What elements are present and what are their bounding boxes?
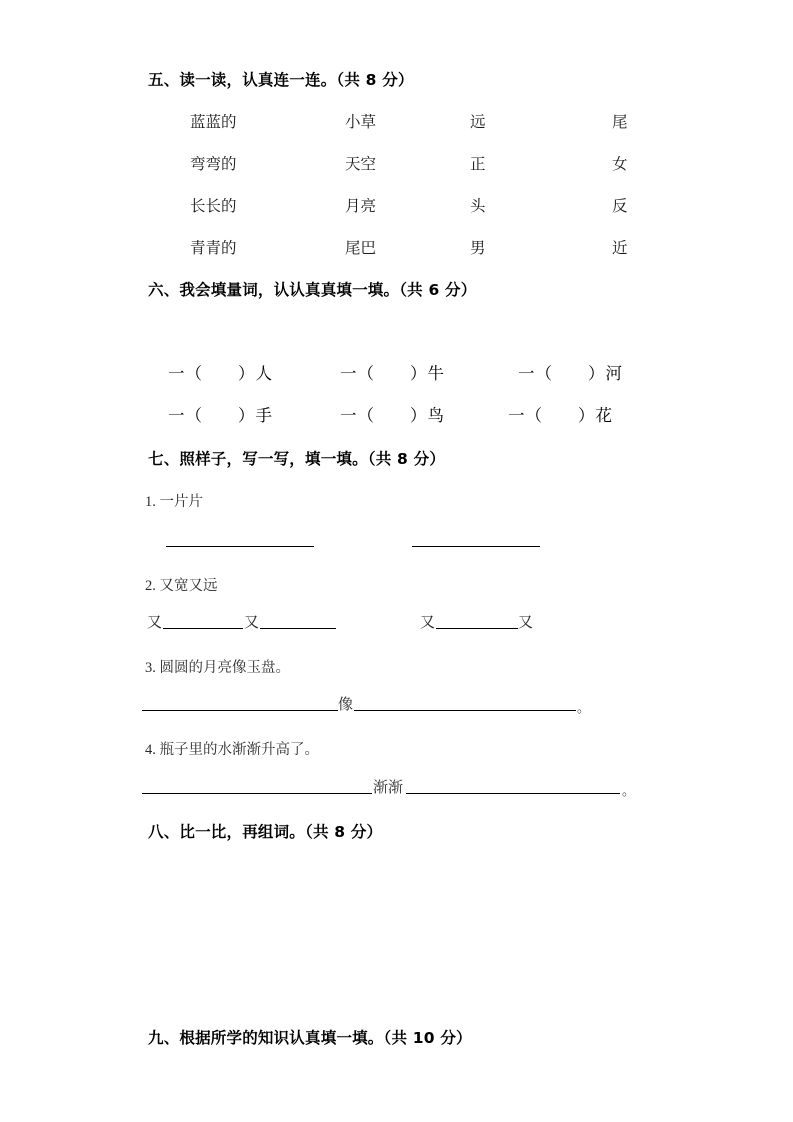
match-cell-noun[interactable]: 月亮 bbox=[345, 198, 377, 215]
match-cell-char-right[interactable]: 近 bbox=[612, 240, 628, 257]
match-cell-char-left[interactable]: 头 bbox=[470, 198, 486, 215]
question-item-2 bbox=[145, 574, 218, 595]
question-item-1 bbox=[145, 490, 203, 511]
match-cell-char-right[interactable]: 尾 bbox=[612, 114, 628, 131]
measure-word-row bbox=[0, 360, 793, 386]
match-cell-char-left[interactable]: 男 bbox=[470, 240, 486, 257]
measure-word-blank[interactable]: 一（ ）鸟 bbox=[340, 406, 445, 425]
match-row bbox=[0, 110, 793, 134]
match-row bbox=[0, 236, 793, 260]
match-cell-noun[interactable]: 小草 bbox=[345, 114, 377, 131]
answer-blank[interactable] bbox=[260, 628, 336, 629]
section-heading-seven: 七、照样子，写一写，填一填。（共 8 分） bbox=[148, 450, 446, 468]
question-item-3 bbox=[145, 656, 290, 677]
section-heading-five: 五、读一读，认真连一连。（共 8 分） bbox=[148, 71, 414, 89]
section-heading-eight: 八、比一比，再组词。（共 8 分） bbox=[148, 823, 383, 841]
match-cell-adjective[interactable]: 蓝蓝的 bbox=[190, 114, 237, 131]
answer-blank[interactable] bbox=[412, 546, 540, 547]
question-number: 2. bbox=[145, 578, 156, 594]
period-mark: 。 bbox=[577, 700, 591, 715]
pattern-char-you: 又 bbox=[518, 615, 534, 631]
pattern-char-you: 又 bbox=[244, 615, 260, 631]
measure-word-blank[interactable]: 一（ ）手 bbox=[168, 406, 273, 425]
match-cell-noun[interactable]: 尾巴 bbox=[345, 240, 377, 257]
match-cell-char-right[interactable]: 女 bbox=[612, 156, 628, 173]
measure-word-blank[interactable]: 一（ ）牛 bbox=[340, 364, 445, 383]
answer-blank[interactable] bbox=[354, 710, 576, 711]
measure-word-blank[interactable]: 一（ ）花 bbox=[508, 406, 613, 425]
match-row bbox=[0, 194, 793, 218]
keyword-xiang: 像 bbox=[338, 697, 354, 713]
answer-blank[interactable] bbox=[142, 710, 338, 711]
match-cell-adjective[interactable]: 弯弯的 bbox=[190, 156, 237, 173]
answer-blank[interactable] bbox=[406, 793, 620, 794]
match-cell-char-right[interactable]: 反 bbox=[612, 198, 628, 215]
answer-blank[interactable] bbox=[166, 546, 314, 547]
keyword-jianjian: 渐渐 bbox=[373, 780, 404, 796]
measure-word-blank[interactable]: 一（ ）人 bbox=[168, 364, 273, 383]
answer-blank[interactable] bbox=[436, 628, 518, 629]
pattern-char-you: 又 bbox=[420, 615, 436, 631]
match-cell-char-left[interactable]: 正 bbox=[470, 156, 486, 173]
section-heading-nine: 九、根据所学的知识认真填一填。（共 10 分） bbox=[148, 1029, 472, 1047]
question-number: 3. bbox=[145, 660, 156, 676]
answer-blank[interactable] bbox=[142, 793, 372, 794]
answer-blank[interactable] bbox=[163, 628, 243, 629]
match-cell-adjective[interactable]: 长长的 bbox=[190, 198, 237, 215]
question-example: 又宽又远 bbox=[159, 578, 218, 594]
question-example: 一片片 bbox=[159, 494, 203, 510]
question-example: 瓶子里的水渐渐升高了。 bbox=[159, 742, 319, 758]
question-example: 圆圆的月亮像玉盘。 bbox=[159, 660, 290, 676]
question-item-4 bbox=[145, 738, 319, 759]
match-cell-adjective[interactable]: 青青的 bbox=[190, 240, 237, 257]
question-number: 1. bbox=[145, 494, 156, 510]
measure-word-row bbox=[0, 402, 793, 428]
section-heading-six: 六、我会填量词，认认真真填一填。（共 6 分） bbox=[148, 281, 477, 299]
match-cell-char-left[interactable]: 远 bbox=[470, 114, 486, 131]
section-eight-answer-area[interactable] bbox=[148, 860, 648, 1000]
period-mark: 。 bbox=[622, 783, 636, 798]
match-row bbox=[0, 152, 793, 176]
measure-word-blank[interactable]: 一（ ）河 bbox=[518, 364, 623, 383]
question-number: 4. bbox=[145, 742, 156, 758]
pattern-char-you: 又 bbox=[147, 615, 163, 631]
match-cell-noun[interactable]: 天空 bbox=[345, 156, 377, 173]
